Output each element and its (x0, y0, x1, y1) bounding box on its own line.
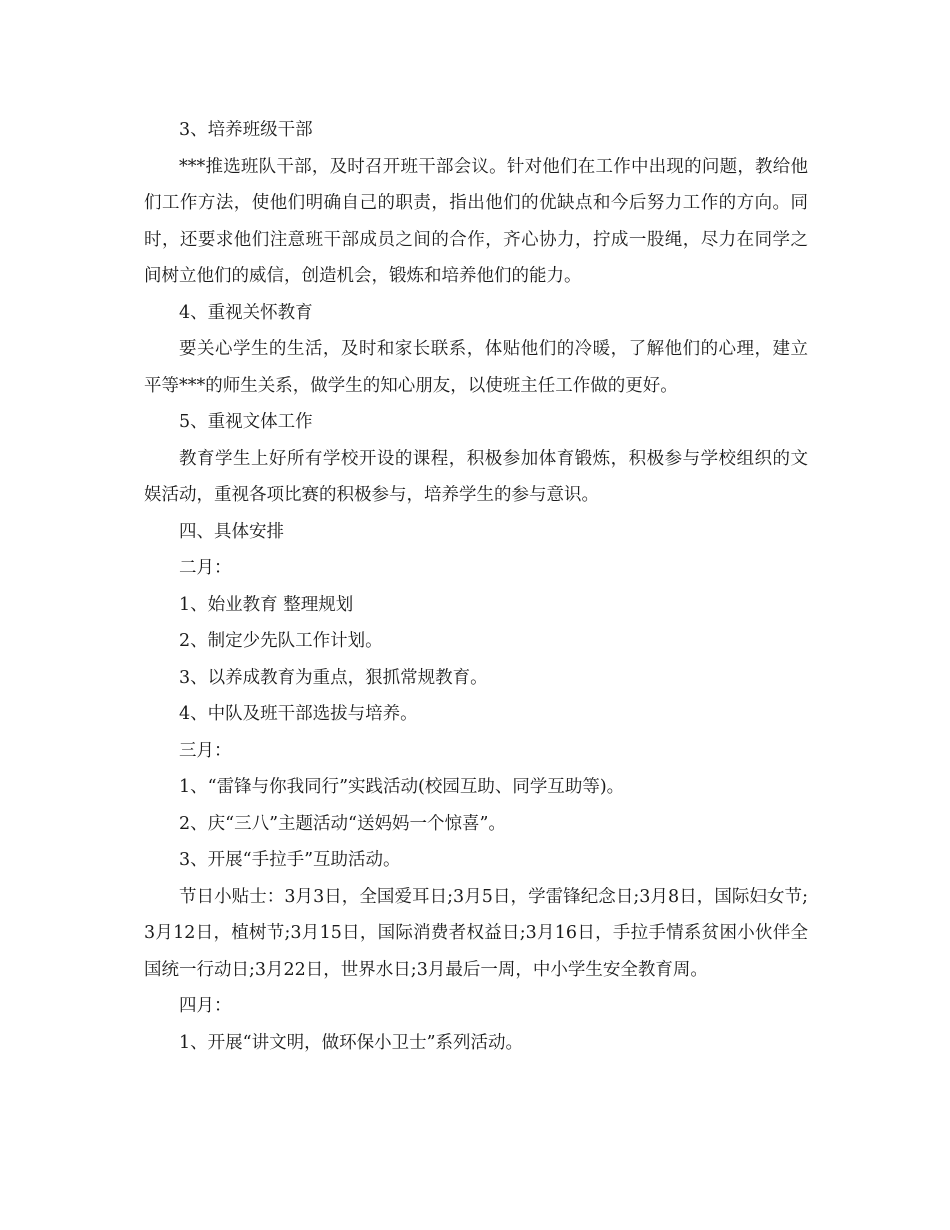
heading-specific-arrangement: 四、具体安排 (179, 521, 284, 542)
list-item: 3、以养成教育为重点，狠抓常规教育。 (179, 667, 488, 688)
month-february: 二月： (179, 558, 232, 578)
paragraph-holiday-tips: 节日小贴士：3月3日，全国爱耳日;3月5日，学雷锋纪念日;3月8日，国际妇女节;3月12日，植树节;3月15日，国际消费者权益日;3月16日，手拉手情系贫困小伙伴全国统一行动日;3月22日，世界水日;3月最后一周，中小学生安全教育周。 (144, 886, 808, 980)
list-item: 2、庆“三八”主题活动“送妈妈一个惊喜”。 (179, 813, 506, 834)
list-item: 1、“雷锋与你我同行”实践活动(校园互助、同学互助等)。 (179, 777, 625, 797)
paragraph-arts-sports-work: 教育学生上好所有学校开设的课程，积极参加体育锻炼，积极参与学校组织的文娱活动，重视各项比赛的积极参与，培养学生的参与意识。 (144, 448, 808, 505)
list-item: 2、制定少先队工作计划。 (179, 631, 383, 651)
heading-arts-sports-work: 5、重视文体工作 (179, 412, 313, 432)
month-april: 四月： (179, 996, 232, 1016)
paragraph-care-education: 要关心学生的生活，及时和家长联系，体贴他们的冷暖，了解他们的心理，建立平等***的师生关系，做学生的知心朋友，以使班主任工作做的更好。 (144, 339, 808, 396)
heading-care-education: 4、重视关怀教育 (179, 302, 313, 323)
paragraph-class-cadres: ***推选班队干部，及时召开班干部会议。针对他们在工作中出现的问题，教给他们工作方法，使他们明确自己的职责，指出他们的优缺点和今后努力工作的方向。同时，还要求他们注意班干部成员之间的合作，齐心协力，拧成一股绳，尽力在同学之间树立他们的威信，创造机会，锻炼和培养他们的能力。 (144, 156, 808, 286)
list-item: 3、开展“手拉手”互助活动。 (179, 850, 401, 870)
list-item: 1、开展“讲文明，做环保小卫士”系列活动。 (179, 1032, 524, 1053)
heading-cultivate-class-cadres: 3、培养班级干部 (179, 120, 313, 140)
document-body (144, 112, 808, 1061)
list-item: 1、始业教育 整理规划 (179, 594, 354, 615)
month-march: 三月： (179, 740, 232, 761)
list-item: 4、中队及班干部选拔与培养。 (179, 704, 418, 724)
